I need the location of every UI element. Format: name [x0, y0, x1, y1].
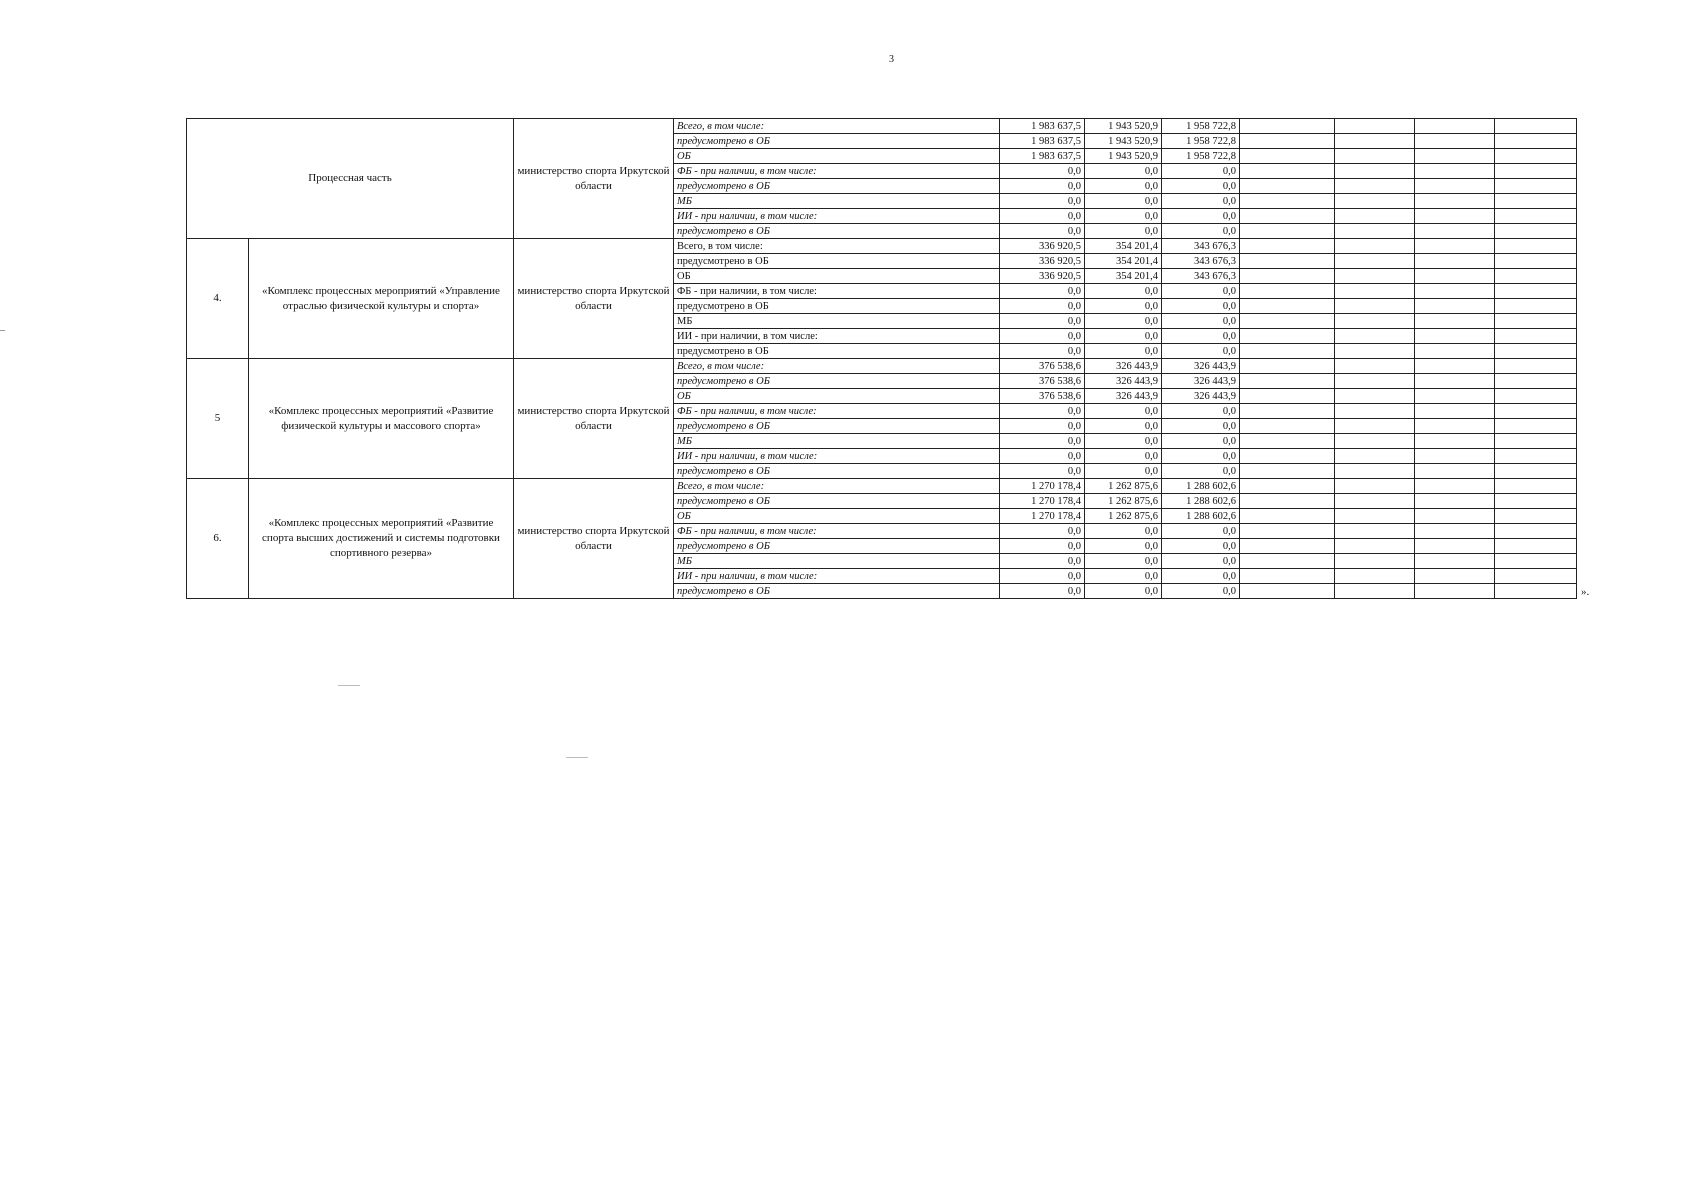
amount-v2: 0,0 [1085, 224, 1162, 239]
amount-v3: 343 676,3 [1162, 254, 1240, 269]
funding-source: предусмотрено в ОБ [674, 464, 1000, 479]
empty-cell [1415, 344, 1495, 359]
empty-cell [1495, 524, 1577, 539]
empty-cell [1335, 254, 1415, 269]
block-number: 6. [187, 479, 249, 599]
amount-v1: 376 538,6 [1000, 374, 1085, 389]
empty-cell [1495, 284, 1577, 299]
funding-source: ОБ [674, 149, 1000, 164]
empty-cell [1415, 179, 1495, 194]
empty-cell [1335, 539, 1415, 554]
empty-cell [1495, 374, 1577, 389]
empty-cell [1415, 479, 1495, 494]
empty-cell [1240, 479, 1335, 494]
empty-cell [1415, 254, 1495, 269]
empty-cell [1335, 149, 1415, 164]
empty-cell [1495, 254, 1577, 269]
empty-cell [1240, 329, 1335, 344]
empty-cell [1240, 269, 1335, 284]
empty-cell [1335, 479, 1415, 494]
amount-v3: 0,0 [1162, 209, 1240, 224]
empty-cell [1415, 434, 1495, 449]
amount-v3: 1 958 722,8 [1162, 119, 1240, 134]
amount-v2: 0,0 [1085, 449, 1162, 464]
funding-source: ОБ [674, 269, 1000, 284]
amount-v3: 0,0 [1162, 449, 1240, 464]
amount-v1: 0,0 [1000, 464, 1085, 479]
end-mark: ». [1581, 586, 1590, 598]
empty-cell [1335, 524, 1415, 539]
amount-v3: 1 288 602,6 [1162, 509, 1240, 524]
table-body [187, 119, 1577, 599]
funding-source: ОБ [674, 389, 1000, 404]
empty-cell [1240, 344, 1335, 359]
empty-cell [1495, 539, 1577, 554]
amount-v1: 0,0 [1000, 164, 1085, 179]
funding-source: предусмотрено в ОБ [674, 494, 1000, 509]
empty-cell [1240, 584, 1335, 599]
empty-cell [1240, 149, 1335, 164]
empty-cell [1240, 374, 1335, 389]
empty-cell [1495, 149, 1577, 164]
funding-source: предусмотрено в ОБ [674, 179, 1000, 194]
empty-cell [1495, 314, 1577, 329]
empty-cell [1240, 224, 1335, 239]
amount-v3: 1 958 722,8 [1162, 149, 1240, 164]
empty-cell [1240, 119, 1335, 134]
empty-cell [1495, 194, 1577, 209]
empty-cell [1495, 239, 1577, 254]
amount-v1: 0,0 [1000, 584, 1085, 599]
amount-v1: 1 983 637,5 [1000, 134, 1085, 149]
empty-cell [1240, 554, 1335, 569]
amount-v1: 0,0 [1000, 299, 1085, 314]
funding-source: ФБ - при наличии, в том числе: [674, 284, 1000, 299]
amount-v3: 326 443,9 [1162, 389, 1240, 404]
empty-cell [1335, 494, 1415, 509]
empty-cell [1495, 404, 1577, 419]
amount-v3: 0,0 [1162, 464, 1240, 479]
amount-v3: 0,0 [1162, 179, 1240, 194]
empty-cell [1240, 209, 1335, 224]
empty-cell [1240, 539, 1335, 554]
empty-cell [1240, 434, 1335, 449]
amount-v2: 0,0 [1085, 284, 1162, 299]
empty-cell [1495, 479, 1577, 494]
empty-cell [1240, 494, 1335, 509]
empty-cell [1495, 119, 1577, 134]
funding-source: ОБ [674, 509, 1000, 524]
empty-cell [1335, 509, 1415, 524]
empty-cell [1240, 134, 1335, 149]
amount-v1: 336 920,5 [1000, 269, 1085, 284]
amount-v3: 0,0 [1162, 434, 1240, 449]
amount-v1: 0,0 [1000, 419, 1085, 434]
empty-cell [1335, 584, 1415, 599]
empty-cell [1415, 314, 1495, 329]
empty-cell [1335, 224, 1415, 239]
empty-cell [1495, 134, 1577, 149]
amount-v2: 0,0 [1085, 194, 1162, 209]
empty-cell [1415, 209, 1495, 224]
empty-cell [1495, 419, 1577, 434]
empty-cell [1415, 224, 1495, 239]
amount-v1: 0,0 [1000, 569, 1085, 584]
amount-v1: 376 538,6 [1000, 359, 1085, 374]
amount-v2: 354 201,4 [1085, 254, 1162, 269]
funding-source: предусмотрено в ОБ [674, 584, 1000, 599]
empty-cell [1415, 569, 1495, 584]
block-name: «Комплекс процессных мероприятий «Развитие физической культуры и массового спорта» [249, 359, 514, 479]
empty-cell [1415, 299, 1495, 314]
table-row [187, 359, 1577, 374]
empty-cell [1240, 569, 1335, 584]
page-number: 3 [889, 54, 894, 65]
empty-cell [1240, 239, 1335, 254]
scan-artifact [338, 685, 360, 686]
funding-source: ИИ - при наличии, в том числе: [674, 449, 1000, 464]
amount-v3: 326 443,9 [1162, 374, 1240, 389]
amount-v2: 1 262 875,6 [1085, 509, 1162, 524]
amount-v1: 0,0 [1000, 344, 1085, 359]
funding-source: ИИ - при наличии, в том числе: [674, 329, 1000, 344]
amount-v2: 1 943 520,9 [1085, 119, 1162, 134]
funding-source: предусмотрено в ОБ [674, 134, 1000, 149]
amount-v2: 0,0 [1085, 569, 1162, 584]
block-number: 5 [187, 359, 249, 479]
empty-cell [1415, 509, 1495, 524]
budget-table [186, 118, 1577, 599]
empty-cell [1415, 164, 1495, 179]
empty-cell [1415, 149, 1495, 164]
empty-cell [1415, 449, 1495, 464]
empty-cell [1495, 164, 1577, 179]
funding-source: Всего, в том числе: [674, 479, 1000, 494]
funding-source: Всего, в том числе: [674, 359, 1000, 374]
empty-cell [1415, 419, 1495, 434]
empty-cell [1335, 569, 1415, 584]
empty-cell [1415, 284, 1495, 299]
empty-cell [1240, 254, 1335, 269]
empty-cell [1240, 179, 1335, 194]
empty-cell [1240, 194, 1335, 209]
amount-v3: 0,0 [1162, 554, 1240, 569]
funding-source: Всего, в том числе: [674, 119, 1000, 134]
funding-source: предусмотрено в ОБ [674, 224, 1000, 239]
empty-cell [1335, 269, 1415, 284]
amount-v3: 0,0 [1162, 299, 1240, 314]
amount-v1: 0,0 [1000, 314, 1085, 329]
empty-cell [1335, 164, 1415, 179]
block-name: Процессная часть [187, 119, 514, 239]
amount-v2: 0,0 [1085, 164, 1162, 179]
amount-v2: 1 943 520,9 [1085, 149, 1162, 164]
amount-v2: 326 443,9 [1085, 374, 1162, 389]
amount-v2: 0,0 [1085, 464, 1162, 479]
empty-cell [1335, 344, 1415, 359]
empty-cell [1240, 464, 1335, 479]
amount-v2: 354 201,4 [1085, 239, 1162, 254]
empty-cell [1240, 509, 1335, 524]
empty-cell [1495, 224, 1577, 239]
empty-cell [1415, 494, 1495, 509]
empty-cell [1240, 419, 1335, 434]
empty-cell [1335, 329, 1415, 344]
empty-cell [1240, 389, 1335, 404]
amount-v2: 0,0 [1085, 584, 1162, 599]
amount-v1: 0,0 [1000, 284, 1085, 299]
amount-v2: 0,0 [1085, 344, 1162, 359]
funding-source: ФБ - при наличии, в том числе: [674, 404, 1000, 419]
amount-v1: 0,0 [1000, 539, 1085, 554]
amount-v1: 336 920,5 [1000, 239, 1085, 254]
empty-cell [1495, 434, 1577, 449]
amount-v2: 0,0 [1085, 419, 1162, 434]
amount-v2: 1 262 875,6 [1085, 494, 1162, 509]
funding-source: предусмотрено в ОБ [674, 374, 1000, 389]
empty-cell [1495, 209, 1577, 224]
block-name: «Комплекс процессных мероприятий «Развитие спорта высших достижений и системы подготовки спортивного резерва» [249, 479, 514, 599]
amount-v1: 0,0 [1000, 209, 1085, 224]
empty-cell [1335, 119, 1415, 134]
amount-v3: 1 958 722,8 [1162, 134, 1240, 149]
amount-v3: 343 676,3 [1162, 269, 1240, 284]
amount-v3: 326 443,9 [1162, 359, 1240, 374]
amount-v1: 336 920,5 [1000, 254, 1085, 269]
amount-v1: 1 983 637,5 [1000, 149, 1085, 164]
empty-cell [1335, 359, 1415, 374]
funding-source: МБ [674, 194, 1000, 209]
empty-cell [1415, 239, 1495, 254]
amount-v1: 0,0 [1000, 449, 1085, 464]
empty-cell [1415, 539, 1495, 554]
table-row [187, 119, 1577, 134]
funding-source: ИИ - при наличии, в том числе: [674, 209, 1000, 224]
amount-v3: 0,0 [1162, 224, 1240, 239]
empty-cell [1335, 449, 1415, 464]
empty-cell [1495, 509, 1577, 524]
empty-cell [1240, 284, 1335, 299]
empty-cell [1240, 164, 1335, 179]
empty-cell [1335, 374, 1415, 389]
empty-cell [1495, 584, 1577, 599]
empty-cell [1495, 329, 1577, 344]
amount-v3: 1 288 602,6 [1162, 479, 1240, 494]
empty-cell [1495, 179, 1577, 194]
empty-cell [1415, 464, 1495, 479]
funding-source: предусмотрено в ОБ [674, 539, 1000, 554]
funding-source: ФБ - при наличии, в том числе: [674, 164, 1000, 179]
amount-v2: 0,0 [1085, 329, 1162, 344]
empty-cell [1415, 359, 1495, 374]
amount-v2: 0,0 [1085, 539, 1162, 554]
empty-cell [1335, 464, 1415, 479]
amount-v3: 0,0 [1162, 314, 1240, 329]
empty-cell [1415, 389, 1495, 404]
responsible-executor: министерство спорта Иркутской области [514, 359, 674, 479]
amount-v3: 0,0 [1162, 569, 1240, 584]
funding-source: МБ [674, 554, 1000, 569]
funding-source: МБ [674, 314, 1000, 329]
empty-cell [1415, 194, 1495, 209]
amount-v3: 0,0 [1162, 164, 1240, 179]
amount-v1: 1 983 637,5 [1000, 119, 1085, 134]
empty-cell [1240, 404, 1335, 419]
empty-cell [1240, 449, 1335, 464]
empty-cell [1415, 524, 1495, 539]
amount-v3: 0,0 [1162, 194, 1240, 209]
empty-cell [1335, 404, 1415, 419]
amount-v3: 0,0 [1162, 344, 1240, 359]
amount-v2: 0,0 [1085, 404, 1162, 419]
empty-cell [1415, 269, 1495, 284]
responsible-executor: министерство спорта Иркутской области [514, 239, 674, 359]
amount-v3: 0,0 [1162, 584, 1240, 599]
table-row [187, 239, 1577, 254]
amount-v2: 1 262 875,6 [1085, 479, 1162, 494]
empty-cell [1240, 524, 1335, 539]
amount-v3: 0,0 [1162, 524, 1240, 539]
amount-v2: 1 943 520,9 [1085, 134, 1162, 149]
empty-cell [1415, 584, 1495, 599]
block-name: «Комплекс процессных мероприятий «Управление отраслью физической культуры и спорта» [249, 239, 514, 359]
empty-cell [1495, 389, 1577, 404]
empty-cell [1335, 134, 1415, 149]
empty-cell [1335, 284, 1415, 299]
empty-cell [1240, 359, 1335, 374]
amount-v1: 0,0 [1000, 194, 1085, 209]
amount-v1: 0,0 [1000, 524, 1085, 539]
empty-cell [1495, 359, 1577, 374]
scan-artifact [566, 757, 588, 758]
empty-cell [1335, 239, 1415, 254]
funding-source: предусмотрено в ОБ [674, 299, 1000, 314]
empty-cell [1415, 134, 1495, 149]
amount-v1: 0,0 [1000, 179, 1085, 194]
empty-cell [1495, 269, 1577, 284]
empty-cell [1335, 554, 1415, 569]
funding-source: предусмотрено в ОБ [674, 254, 1000, 269]
funding-source: Всего, в том числе: [674, 239, 1000, 254]
empty-cell [1495, 569, 1577, 584]
funding-source: предусмотрено в ОБ [674, 344, 1000, 359]
block-number: 4. [187, 239, 249, 359]
empty-cell [1335, 194, 1415, 209]
empty-cell [1415, 119, 1495, 134]
empty-cell [1335, 179, 1415, 194]
empty-cell [1495, 494, 1577, 509]
funding-source: ИИ - при наличии, в том числе: [674, 569, 1000, 584]
empty-cell [1495, 554, 1577, 569]
amount-v1: 376 538,6 [1000, 389, 1085, 404]
amount-v2: 0,0 [1085, 299, 1162, 314]
amount-v1: 0,0 [1000, 554, 1085, 569]
amount-v1: 1 270 178,4 [1000, 509, 1085, 524]
amount-v1: 1 270 178,4 [1000, 494, 1085, 509]
empty-cell [1240, 314, 1335, 329]
responsible-executor: министерство спорта Иркутской области [514, 119, 674, 239]
empty-cell [1335, 314, 1415, 329]
empty-cell [1495, 344, 1577, 359]
amount-v3: 343 676,3 [1162, 239, 1240, 254]
empty-cell [1415, 329, 1495, 344]
empty-cell [1415, 374, 1495, 389]
amount-v2: 0,0 [1085, 434, 1162, 449]
amount-v1: 0,0 [1000, 404, 1085, 419]
empty-cell [1495, 449, 1577, 464]
table-row [187, 479, 1577, 494]
amount-v3: 0,0 [1162, 539, 1240, 554]
empty-cell [1335, 209, 1415, 224]
funding-source: МБ [674, 434, 1000, 449]
empty-cell [1415, 404, 1495, 419]
amount-v1: 0,0 [1000, 224, 1085, 239]
empty-cell [1240, 299, 1335, 314]
amount-v1: 0,0 [1000, 434, 1085, 449]
funding-source: предусмотрено в ОБ [674, 419, 1000, 434]
responsible-executor: министерство спорта Иркутской области [514, 479, 674, 599]
amount-v2: 0,0 [1085, 554, 1162, 569]
funding-source: ФБ - при наличии, в том числе: [674, 524, 1000, 539]
amount-v3: 0,0 [1162, 284, 1240, 299]
amount-v3: 0,0 [1162, 329, 1240, 344]
amount-v3: 1 288 602,6 [1162, 494, 1240, 509]
amount-v3: 0,0 [1162, 419, 1240, 434]
scan-artifact [0, 330, 5, 331]
empty-cell [1495, 299, 1577, 314]
amount-v3: 0,0 [1162, 404, 1240, 419]
empty-cell [1415, 554, 1495, 569]
empty-cell [1335, 389, 1415, 404]
amount-v2: 0,0 [1085, 524, 1162, 539]
amount-v2: 0,0 [1085, 179, 1162, 194]
amount-v2: 354 201,4 [1085, 269, 1162, 284]
empty-cell [1335, 434, 1415, 449]
empty-cell [1335, 299, 1415, 314]
amount-v1: 1 270 178,4 [1000, 479, 1085, 494]
amount-v2: 0,0 [1085, 209, 1162, 224]
amount-v2: 326 443,9 [1085, 359, 1162, 374]
amount-v2: 0,0 [1085, 314, 1162, 329]
amount-v2: 326 443,9 [1085, 389, 1162, 404]
amount-v1: 0,0 [1000, 329, 1085, 344]
empty-cell [1335, 419, 1415, 434]
empty-cell [1495, 464, 1577, 479]
